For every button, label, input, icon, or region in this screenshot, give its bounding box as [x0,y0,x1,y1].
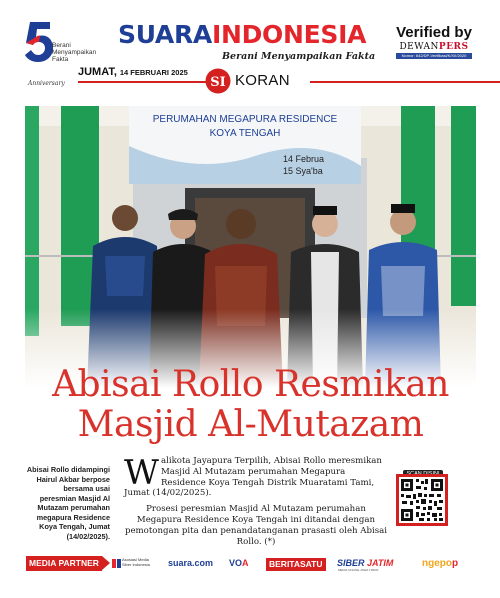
newspaper-header [0,0,500,102]
article-paragraph-1: Walikota Jayapura Terpilih, Abisai Rollo meresmikan Masjid Al Mutazam perumahan Megapura Residence Koya Tengah Distrik Muaratami Tami, Jumat (14/02/2025). [124,453,382,499]
article-paragraph-2: Prosesi peresmian Masjid Al Mutazam perumahan Megapura Residence Koya Tengah ini ditandai dengan pemotongan pita dan penandatanganan prasasti oleh Abisai Rollo. (*) [124,504,388,547]
scan-qr-box[interactable] [392,462,454,538]
partner-ams[interactable]: Asosiasi Media Siber Indonesia [122,557,150,567]
partner-suara[interactable]: suara.com [168,558,214,568]
qr-code-icon[interactable] [396,474,448,526]
publication-date: JUMAT, 14 FEBRUARI 2025 [78,66,188,78]
article-dropcap: W [124,453,159,493]
photo-caption: Abisai Rollo didampingi Hairul Akbar berpose bersama usai peresmian Masjid Al Mutazam perumahan megapura Residence Koya Tengah, Jumat (14/02/2025). [26,465,110,541]
edition-label: KORAN [235,72,290,89]
dateline [78,66,500,96]
verified-title: Verified by [396,24,472,41]
verified-badge [396,25,472,69]
partner-beritasatu[interactable]: BERITASATU [266,558,326,571]
verified-org: DEWANPERS [399,42,469,52]
partner-voa[interactable]: VOA [229,558,249,568]
anniversary-signature: Anniversary [28,80,65,87]
si-logo-icon [205,68,231,94]
media-partner-label: MEDIA PARTNER [26,556,102,571]
masthead-title: SUARAINDONESIA [118,20,367,49]
dateline-rule-left [78,81,208,83]
svg-text:SI: SI [210,75,226,90]
verified-number: Nomor: 642/DP-Verifikasi/K/XII/2020 [396,53,472,59]
qr-code-graphic [399,477,445,523]
dateline-rule-right [310,81,500,83]
partner-siber-subtitle: MEDIA ONLINE JAWA TIMUR [338,568,379,572]
partner-siber-jatim[interactable]: SIBER JATIM [337,558,394,568]
media-partner-footer [0,554,500,574]
masthead-tagline: Berani Menyampaikan Fakta [222,51,376,62]
anniversary-tagline: Berani Menyampaikan Fakta [52,42,97,63]
anniversary-five-icon [24,20,54,64]
masthead[interactable] [118,20,383,60]
headline[interactable] [25,365,476,445]
headline-line2: Masjid Al-Mutazam [77,404,424,445]
article-body [124,453,388,552]
headline-line1: Abisai Rollo Resmikan [52,364,449,405]
main-photo [25,106,476,388]
partner-ngepop[interactable]: ngepop [422,558,459,569]
mosque-inauguration-photo [25,106,476,388]
